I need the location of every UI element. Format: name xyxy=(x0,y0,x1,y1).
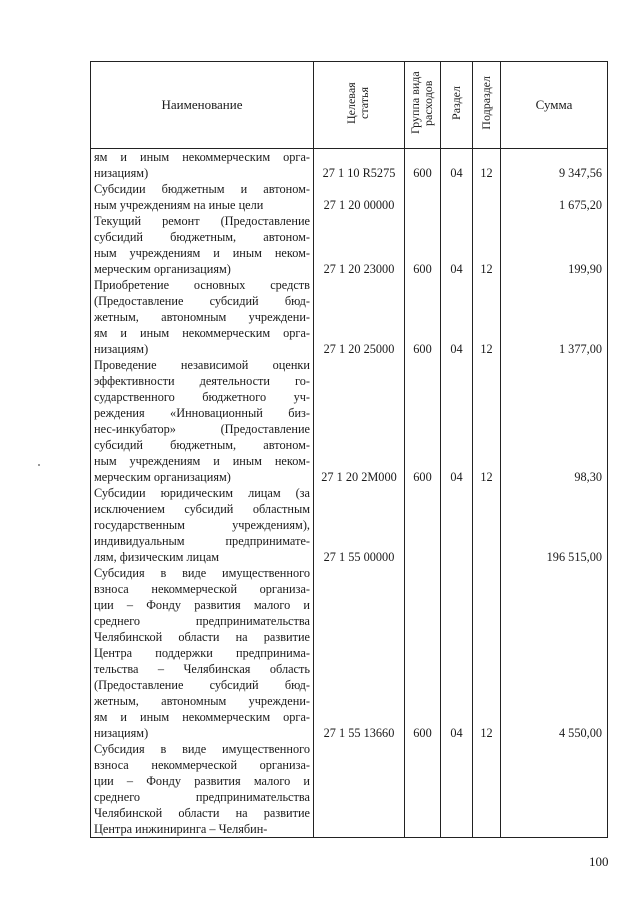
row-subsection-cell: 12 xyxy=(473,565,501,741)
row-group-cell: 600 xyxy=(405,277,441,357)
row-section-cell: 04 xyxy=(441,565,473,741)
header-subsection-label: Подраздел xyxy=(479,76,493,130)
table-row xyxy=(91,277,608,357)
row-target-cell: 27 1 10 R5275 xyxy=(314,149,405,182)
row-target-cell: 27 1 20 25000 xyxy=(314,277,405,357)
row-name-line: мерческим организациям) xyxy=(94,262,231,276)
row-group-cell: 600 xyxy=(405,357,441,485)
page-number: 100 xyxy=(589,854,609,869)
table-row xyxy=(91,485,608,565)
row-name-line: Челябинской области на развитие xyxy=(94,806,310,820)
row-name-line: Субсидия в виде имущественного xyxy=(94,742,310,756)
table-row xyxy=(91,213,608,277)
row-sum-cell: 1 675,20 xyxy=(501,181,608,213)
row-sum-cell: 199,90 xyxy=(501,213,608,277)
row-name-line: низациям) xyxy=(94,726,149,740)
row-name-line: ям и иным некоммерческим орга- xyxy=(94,710,310,724)
row-name-line: исключением субсидий областным xyxy=(94,502,310,516)
row-name-line: Текущий ремонт (Предоставление xyxy=(94,214,310,228)
row-section-cell xyxy=(441,741,473,838)
row-name-line: ции – Фонду развития малого и xyxy=(94,598,310,612)
row-name-line: взноса некоммерческой организа- xyxy=(94,758,310,772)
row-name-line: низациям) xyxy=(94,166,149,180)
row-sum-cell: 4 550,00 xyxy=(501,565,608,741)
row-name-line: эффективности деятельности го- xyxy=(94,374,310,388)
row-name-line: нес-инкубатор» (Предоставление xyxy=(94,422,310,436)
row-group-cell xyxy=(405,181,441,213)
row-group-cell: 600 xyxy=(405,213,441,277)
row-subsection-cell: 12 xyxy=(473,277,501,357)
row-name-line: ции – Фонду развития малого и xyxy=(94,774,310,788)
row-name-line: Центра поддержки предпринима- xyxy=(94,646,310,660)
row-name-line: жетным, автономным учреждени- xyxy=(94,694,310,708)
row-name-line: субсидий бюджетным, автоном- xyxy=(94,230,310,244)
row-name-line: ным учреждениям и иным неком- xyxy=(94,454,310,468)
row-name-cell xyxy=(91,485,314,565)
row-name-cell xyxy=(91,277,314,357)
row-subsection-cell: 12 xyxy=(473,149,501,182)
header-subsection xyxy=(473,62,501,149)
header-section xyxy=(441,62,473,149)
row-section-cell: 04 xyxy=(441,213,473,277)
row-target-cell: 27 1 55 13660 xyxy=(314,565,405,741)
row-subsection-cell: 12 xyxy=(473,357,501,485)
row-section-cell: 04 xyxy=(441,357,473,485)
row-sum-cell: 9 347,56 xyxy=(501,149,608,182)
row-section-cell xyxy=(441,485,473,565)
row-group-cell: 600 xyxy=(405,565,441,741)
table-row xyxy=(91,741,608,838)
row-group-cell: 600 xyxy=(405,149,441,182)
row-name-cell xyxy=(91,181,314,213)
row-name-cell xyxy=(91,565,314,741)
row-group-cell xyxy=(405,485,441,565)
row-name-line: (Предоставление субсидий бюд- xyxy=(94,294,310,308)
row-name-line: Субсидии юридическим лицам (за xyxy=(94,486,310,500)
header-expense-group xyxy=(405,62,441,149)
row-name-line: субсидий бюджетным, автоном- xyxy=(94,438,310,452)
row-name-line: Проведение независимой оценки xyxy=(94,358,310,372)
row-name-line: среднего предпринимательства xyxy=(94,614,310,628)
table-row xyxy=(91,565,608,741)
row-target-cell: 27 1 20 00000 xyxy=(314,181,405,213)
row-target-cell: 27 1 20 23000 xyxy=(314,213,405,277)
row-name-line: взноса некоммерческой организа- xyxy=(94,582,310,596)
row-section-cell: 04 xyxy=(441,149,473,182)
row-section-cell: 04 xyxy=(441,277,473,357)
row-name-cell xyxy=(91,213,314,277)
row-target-cell: 27 1 55 00000 xyxy=(314,485,405,565)
row-name-line: ным учреждениям и иным неком- xyxy=(94,246,310,260)
row-name-line: среднего предпринимательства xyxy=(94,790,310,804)
table-row xyxy=(91,149,608,182)
row-subsection-cell xyxy=(473,741,501,838)
header-section-label: Раздел xyxy=(449,86,463,120)
row-name-line: (Предоставление субсидий бюд- xyxy=(94,678,310,692)
row-name-cell xyxy=(91,149,314,182)
header-sum: Сумма xyxy=(501,62,608,149)
row-sum-cell: 98,30 xyxy=(501,357,608,485)
row-name-line: лям, физическим лицам xyxy=(94,550,220,564)
row-target-cell: 27 1 20 2М000 xyxy=(314,357,405,485)
row-name-line: ным учреждениям на иные цели xyxy=(94,198,264,212)
row-name-line: низациям) xyxy=(94,342,149,356)
table-row xyxy=(91,357,608,485)
row-name-line: ям и иным некоммерческим орга- xyxy=(94,150,310,164)
row-sum-cell: 1 377,00 xyxy=(501,277,608,357)
header-target-label: Целевая статья xyxy=(344,82,371,124)
row-name-line: Субсидии бюджетным и автоном- xyxy=(94,182,310,196)
row-name-line: тельства – Челябинская область xyxy=(94,662,310,676)
row-name-line: Приобретение основных средств xyxy=(94,278,310,292)
table-row xyxy=(91,181,608,213)
row-subsection-cell xyxy=(473,485,501,565)
row-name-line: Субсидия в виде имущественного xyxy=(94,566,310,580)
row-name-line: Челябинской области на развитие xyxy=(94,630,310,644)
row-name-line: ям и иным некоммерческим орга- xyxy=(94,326,310,340)
row-name-line: жетным, автономным учреждени- xyxy=(94,310,310,324)
header-name: Наименование xyxy=(91,62,314,149)
row-target-cell xyxy=(314,741,405,838)
row-name-line: индивидуальным предпринимате- xyxy=(94,534,310,548)
row-section-cell xyxy=(441,181,473,213)
header-group-label: Группа вида расходов xyxy=(407,71,435,135)
row-sum-cell: 196 515,00 xyxy=(501,485,608,565)
budget-table xyxy=(90,61,608,838)
row-name-cell xyxy=(91,357,314,485)
row-sum-cell xyxy=(501,741,608,838)
row-group-cell xyxy=(405,741,441,838)
row-name-line: мерческим организациям) xyxy=(94,470,231,484)
row-name-cell xyxy=(91,741,314,838)
row-name-line: сударственного бюджетного уч- xyxy=(94,390,310,404)
row-subsection-cell xyxy=(473,181,501,213)
margin-mark xyxy=(38,464,40,466)
row-name-line: реждения «Инновационный биз- xyxy=(94,406,310,420)
table-header-row xyxy=(91,62,608,149)
row-subsection-cell: 12 xyxy=(473,213,501,277)
header-target-article xyxy=(314,62,405,149)
row-name-line: государственным учреждениям), xyxy=(94,518,310,532)
row-name-line: Центра инжиниринга – Челябин- xyxy=(94,822,268,836)
